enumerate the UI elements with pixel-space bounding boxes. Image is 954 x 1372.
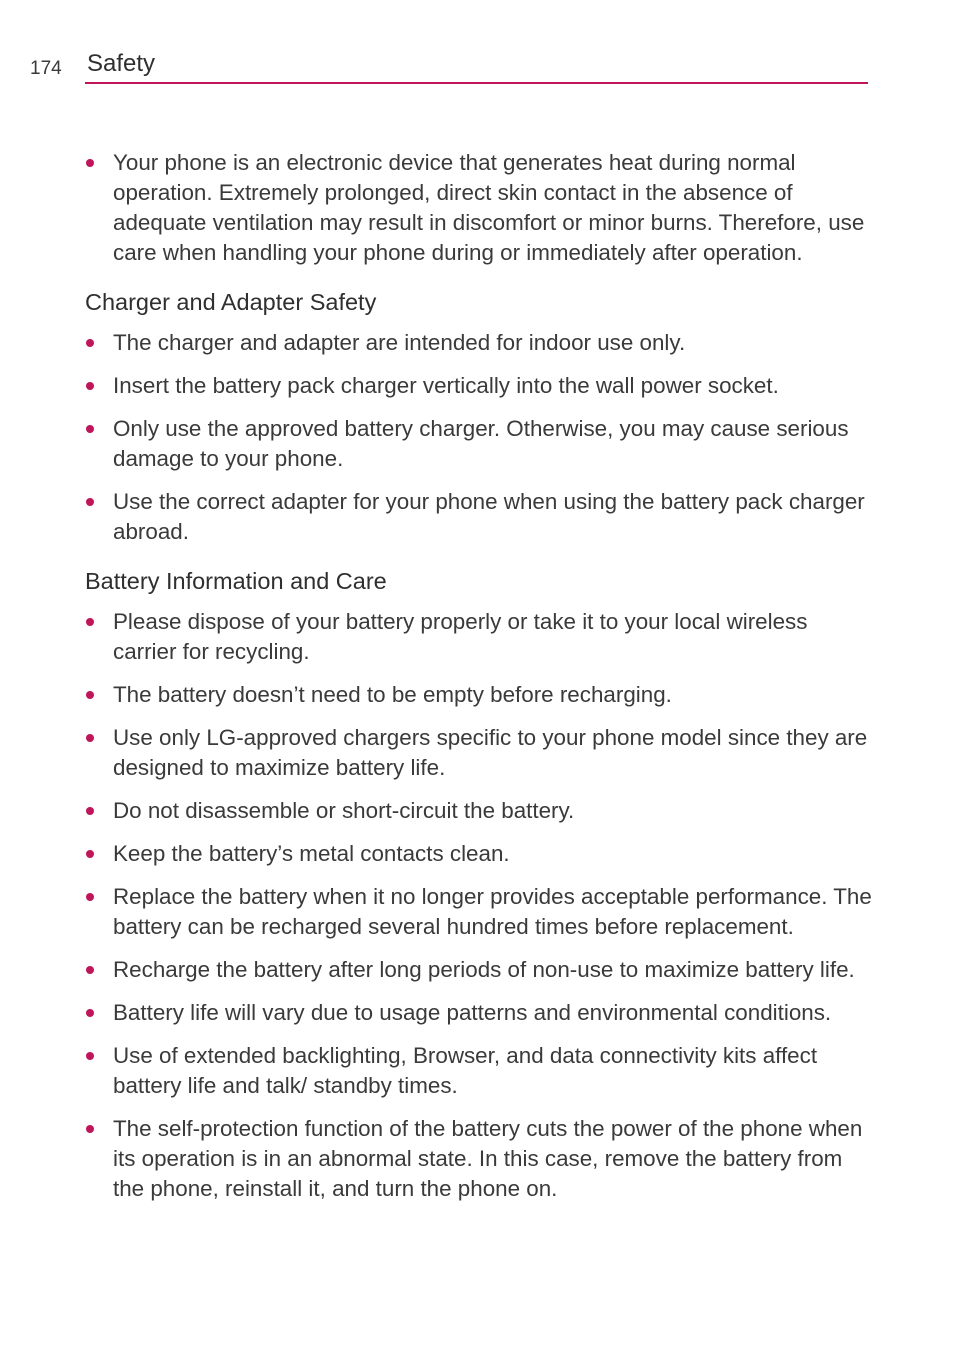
list-item	[85, 414, 875, 474]
list-item-text: Please dispose of your battery properly or take it to your local wireless carrier for recycling.	[113, 609, 808, 664]
list-item	[85, 148, 875, 268]
list-item	[85, 1041, 875, 1101]
list-item-text: Use the correct adapter for your phone when using the battery pack charger abroad.	[113, 489, 865, 544]
bullet-dot-icon	[86, 966, 94, 974]
list-item	[85, 796, 875, 826]
list-item	[85, 371, 875, 401]
list-item-text: The charger and adapter are intended for indoor use only.	[113, 330, 686, 355]
list-item-text: Recharge the battery after long periods of non-use to maximize battery life.	[113, 957, 855, 982]
list-item	[85, 607, 875, 667]
list-item-text: Only use the approved battery charger. Otherwise, you may cause serious damage to your phone.	[113, 416, 849, 471]
list-item-text: Keep the battery’s metal contacts clean.	[113, 841, 510, 866]
list-item-text: Battery life will vary due to usage patterns and environmental conditions.	[113, 1000, 832, 1025]
list-item-text: Replace the battery when it no longer provides acceptable performance. The battery can be recharged several hundred times before replacement.	[113, 884, 872, 939]
bullet-dot-icon	[86, 1125, 94, 1133]
section-heading-battery: Battery Information and Care	[85, 568, 387, 594]
list-item-text: Insert the battery pack charger vertically into the wall power socket.	[113, 373, 779, 398]
bullet-dot-icon	[86, 498, 94, 506]
list-item	[85, 723, 875, 783]
bullet-dot-icon	[86, 159, 94, 167]
list-item-text: Use only LG-approved chargers specific to your phone model since they are designed to maximize battery life.	[113, 725, 868, 780]
list-item	[85, 955, 875, 985]
list-item-text: The self-protection function of the battery cuts the power of the phone when its operation is in an abnormal state. In this case, remove the battery from the phone, reinstall it, and turn the phone on.	[113, 1116, 863, 1201]
page-content	[85, 148, 875, 1217]
bullet-dot-icon	[86, 1052, 94, 1060]
bullet-dot-icon	[86, 618, 94, 626]
bullet-dot-icon	[86, 339, 94, 347]
list-item	[85, 328, 875, 358]
list-item-text: Your phone is an electronic device that generates heat during normal operation. Extremely prolonged, direct skin contact in the absence of adequate ventilation may result in discomfort or minor burns. Therefore, use care when handling your phone during or immediately after operation.	[113, 150, 865, 265]
section-heading-charger: Charger and Adapter Safety	[85, 289, 377, 315]
bullet-dot-icon	[86, 382, 94, 390]
list-item	[85, 839, 875, 869]
bullet-dot-icon	[86, 734, 94, 742]
charger-list	[85, 328, 875, 547]
list-item-text: The battery doesn’t need to be empty before recharging.	[113, 682, 672, 707]
page-number: 174	[30, 58, 62, 79]
bullet-dot-icon	[86, 893, 94, 901]
list-item	[85, 998, 875, 1028]
bullet-dot-icon	[86, 807, 94, 815]
list-item	[85, 1114, 875, 1204]
bullet-dot-icon	[86, 425, 94, 433]
list-item	[85, 882, 875, 942]
list-item	[85, 680, 875, 710]
page-header	[85, 48, 868, 84]
bullet-dot-icon	[86, 850, 94, 858]
battery-list	[85, 607, 875, 1204]
list-item-text: Use of extended backlighting, Browser, and data connectivity kits affect battery life and talk/ standby times.	[113, 1043, 818, 1098]
page-title: Safety	[87, 50, 156, 77]
intro-list	[85, 148, 875, 268]
list-item-text: Do not disassemble or short-circuit the battery.	[113, 798, 575, 823]
bullet-dot-icon	[86, 1009, 94, 1017]
bullet-dot-icon	[86, 691, 94, 699]
list-item	[85, 487, 875, 547]
